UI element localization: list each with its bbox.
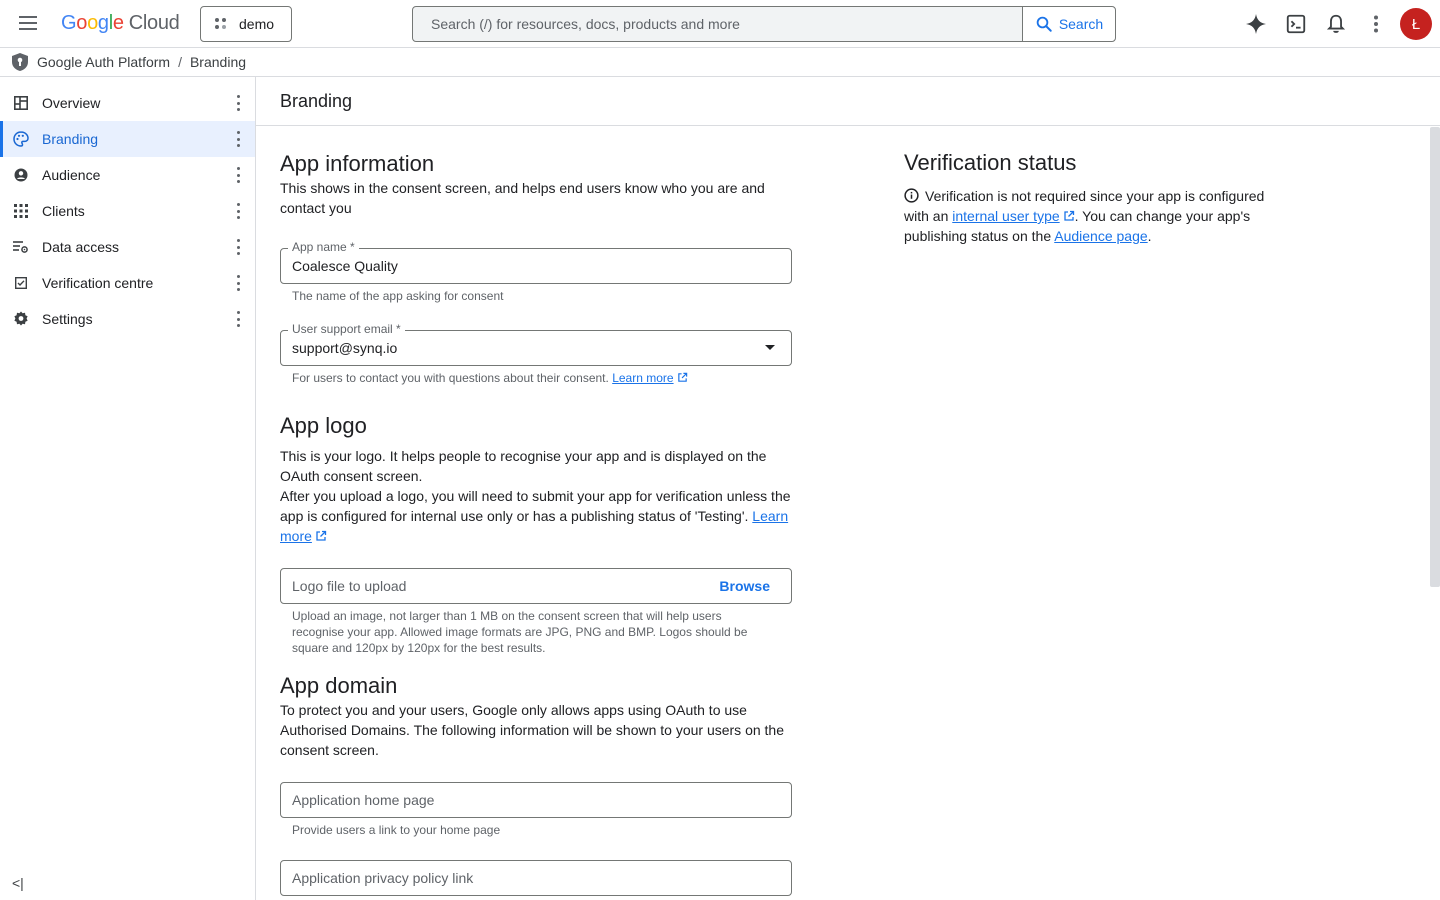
- breadcrumb: [0, 48, 1440, 77]
- verification-status-title: Verification status: [904, 150, 1077, 175]
- audience-page-link[interactable]: Audience page: [1054, 228, 1148, 244]
- sidebar-item-verification-centre[interactable]: [0, 265, 255, 301]
- collapse-sidebar-icon[interactable]: <|: [12, 875, 24, 891]
- sidebar-item-settings[interactable]: [0, 301, 255, 337]
- more-vert-icon[interactable]: [234, 203, 242, 219]
- search-button-label: Search: [1058, 16, 1104, 32]
- verification-text-1: Verification is not required since your app is configured with an: [904, 188, 1265, 224]
- app-logo-description-2: [280, 486, 794, 546]
- gemini-icon[interactable]: [1244, 12, 1268, 36]
- sidebar-item-data-access[interactable]: [0, 229, 255, 265]
- scrollbar[interactable]: [1430, 127, 1440, 587]
- user-support-email-value: support@synq.io: [292, 340, 398, 356]
- sidebar-item-label: Settings: [42, 311, 93, 327]
- app-domain-description: To protect you and your users, Google only allows apps using OAuth to use Authorised Domains. The following information will be shown to your users on the consent screen.: [280, 702, 784, 758]
- search-icon: [1035, 15, 1053, 33]
- email-hint-text: For users to contact you with questions about their consent.: [292, 371, 609, 385]
- dashboard-icon: [13, 95, 29, 111]
- sidebar-item-label: Clients: [42, 203, 85, 219]
- bell-icon[interactable]: [1324, 12, 1348, 36]
- sidebar-item-label: Audience: [42, 167, 101, 183]
- external-link-icon: [1063, 210, 1075, 222]
- logo-upload-field[interactable]: [280, 568, 792, 604]
- email-learn-more-link[interactable]: Learn more: [612, 371, 674, 385]
- app-information-title: App information: [280, 151, 435, 176]
- more-vert-icon[interactable]: [234, 239, 242, 255]
- external-link-icon: [677, 372, 688, 383]
- app-logo-learn-more-link[interactable]: Learn more: [280, 508, 789, 544]
- sidebar: [0, 77, 256, 900]
- sidebar-item-label: Verification centre: [42, 275, 154, 291]
- gear-icon: [13, 311, 29, 327]
- sidebar-item-clients[interactable]: [0, 193, 255, 229]
- top-bar: [0, 0, 1440, 48]
- page-header: [256, 77, 1440, 126]
- logo-upload-placeholder: Logo file to upload: [292, 578, 407, 594]
- sidebar-item-overview[interactable]: [0, 85, 255, 121]
- dropdown-arrow-icon[interactable]: [765, 345, 775, 350]
- search-button[interactable]: [1022, 7, 1115, 41]
- sidebar-item-label: Overview: [42, 95, 101, 111]
- app-name-label: App name *: [288, 240, 359, 254]
- app-logo-description-2-text: After you upload a logo, you will need to submit your app for verification unless the app is configured for internal use only or has a publishing status of 'Testing'.: [280, 488, 791, 524]
- external-link-icon: [315, 530, 327, 542]
- application-home-page-hint: Provide users a link to your home page: [292, 823, 501, 837]
- grid-icon: [13, 203, 29, 219]
- verification-status-text: [904, 186, 1284, 246]
- application-privacy-policy-placeholder: Application privacy policy link: [292, 870, 474, 886]
- person-icon: [13, 167, 29, 183]
- app-logo-title: App logo: [280, 413, 367, 438]
- menu-icon[interactable]: [16, 12, 40, 36]
- breadcrumb-root[interactable]: Google Auth Platform: [37, 54, 171, 70]
- internal-user-type-link[interactable]: internal user type: [952, 208, 1060, 224]
- verification-text-3: .: [1147, 228, 1152, 244]
- project-picker-button[interactable]: [200, 6, 292, 42]
- app-domain-title: App domain: [280, 673, 398, 698]
- breadcrumb-separator: /: [178, 54, 182, 70]
- more-vert-icon[interactable]: [234, 167, 242, 183]
- palette-icon: [13, 131, 29, 147]
- app-information-description: This shows in the consent screen, and helps end users know who you are and contact you: [280, 180, 765, 216]
- user-support-email-label: User support email *: [288, 322, 405, 336]
- app-logo-description-1: This is your logo. It helps people to recognise your app and is displayed on the OAuth consent screen.: [280, 448, 767, 484]
- breadcrumb-current: Branding: [189, 54, 247, 70]
- sidebar-item-branding[interactable]: [0, 121, 255, 157]
- more-vert-icon[interactable]: [234, 275, 242, 291]
- more-vert-icon[interactable]: [234, 131, 242, 147]
- more-vert-icon[interactable]: [1364, 12, 1388, 36]
- sidebar-item-label: Branding: [42, 131, 99, 147]
- browse-button[interactable]: Browse: [719, 578, 770, 594]
- application-privacy-policy-input[interactable]: [280, 860, 792, 896]
- app-name-value[interactable]: Coalesce Quality: [292, 258, 398, 274]
- logo-cloud-text: Cloud: [128, 12, 180, 34]
- more-vert-icon[interactable]: [234, 95, 242, 111]
- page-title: Branding: [280, 91, 353, 111]
- terminal-icon[interactable]: [1284, 12, 1308, 36]
- data-access-icon: [13, 239, 29, 255]
- app-name-hint: The name of the app asking for consent: [292, 289, 504, 303]
- main-content: [256, 77, 1440, 900]
- verification-text-2: . You can change your app's publishing status on the: [904, 208, 1251, 244]
- search-input[interactable]: Search (/) for resources, docs, products and more: [431, 16, 740, 32]
- user-support-email-select[interactable]: [280, 322, 792, 366]
- user-support-email-hint: [292, 370, 762, 386]
- project-name: demo: [239, 16, 275, 32]
- project-dots-icon: [215, 18, 227, 30]
- application-home-page-placeholder: Application home page: [292, 792, 435, 808]
- logo-upload-hint: Upload an image, not larger than 1 MB on the consent screen that will help users recognise your app. Allowed image formats are JPG, PNG and BMP. Logos should be square and 120px by 120px for the best results.: [292, 609, 748, 655]
- google-cloud-logo[interactable]: Google Cloud: [61, 12, 180, 34]
- app-logo-description: [280, 446, 794, 546]
- sidebar-item-audience[interactable]: [0, 157, 255, 193]
- checkbox-icon: [13, 275, 29, 291]
- avatar[interactable]: Ł: [1400, 8, 1432, 40]
- info-icon: [904, 188, 919, 203]
- more-vert-icon[interactable]: [234, 311, 242, 327]
- app-name-field[interactable]: [280, 240, 792, 284]
- shield-icon: [11, 52, 29, 72]
- search-bar[interactable]: [412, 6, 1116, 42]
- application-home-page-input[interactable]: [280, 782, 792, 818]
- sidebar-item-label: Data access: [42, 239, 120, 255]
